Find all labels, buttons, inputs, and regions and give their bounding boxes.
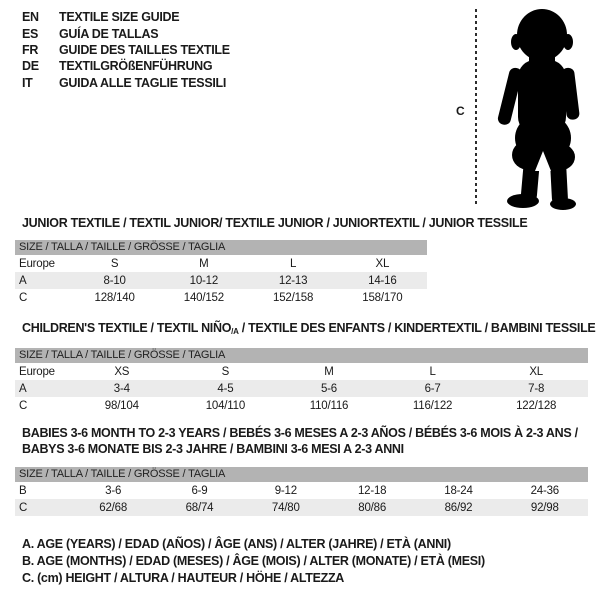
cell: 3-4 [113, 382, 130, 395]
cell: XL [375, 257, 390, 270]
cell: 104/110 [205, 399, 246, 412]
height-dashed-line [475, 9, 477, 206]
title-line: BABYS 3-6 MONATE BIS 2-3 JAHRE / BAMBINI 3-6 MESI A 2-3 ANNI [22, 442, 404, 456]
table-row [15, 499, 588, 516]
cell: 116/122 [412, 399, 453, 412]
cell: 7-8 [528, 382, 545, 395]
language-code: DE [22, 59, 39, 74]
cell: XL [529, 365, 543, 378]
cell: 6-7 [424, 382, 441, 395]
cell: 140/152 [183, 291, 224, 304]
language-code: IT [22, 75, 33, 90]
cell: 3-6 [105, 484, 122, 497]
size-header-bar: SIZE / TALLA / TAILLE / GRÖSSE / TAGLIA [15, 348, 588, 363]
row-label: C [19, 291, 28, 304]
language-code: ES [22, 26, 39, 41]
language-row [22, 9, 230, 25]
table-row [15, 255, 427, 272]
row-label: A [19, 274, 27, 287]
row-label: C [19, 399, 28, 412]
cell: 68/74 [185, 501, 214, 514]
table-row [15, 380, 588, 397]
table-row [15, 289, 427, 306]
row-label: C [19, 501, 28, 514]
cell: 122/128 [516, 399, 557, 412]
cell: 98/104 [104, 399, 139, 412]
cell: 4-5 [217, 382, 234, 395]
language-row [22, 42, 230, 58]
cell: 80/86 [358, 501, 387, 514]
babies-size-table [15, 467, 588, 516]
language-header [22, 9, 230, 91]
language-code: EN [22, 10, 39, 25]
height-measure-label: C [456, 104, 465, 118]
title-text: / TEXTILE DES ENFANTS / KINDERTEXTIL / BAMBINI TESSILE [238, 321, 596, 335]
cell: 12-18 [357, 484, 387, 497]
footnote-c: C. (cm) HEIGHT / ALTURA / HAUTEUR / HÖHE / ALTEZZA [22, 571, 345, 585]
cell: 12-13 [278, 274, 308, 287]
cell: 18-24 [444, 484, 473, 497]
language-title: TEXTILE SIZE GUIDE [59, 10, 180, 25]
title-subscript: /A [231, 327, 239, 336]
table-row [15, 363, 588, 380]
footnote-a: A. AGE (YEARS) / EDAD (AÑOS) / ÂGE (ANS) / ALTER (JAHRE) / ETÀ (ANNI) [22, 537, 451, 551]
cell: L [290, 257, 297, 270]
cell: 110/116 [309, 399, 349, 412]
title-text: CHILDREN'S TEXTILE / TEXTIL NIÑO [22, 321, 232, 335]
table-row [15, 397, 588, 414]
babies-table-title [22, 425, 578, 457]
table-row [15, 482, 588, 499]
cell: L [429, 365, 436, 378]
row-label: A [19, 382, 27, 395]
height-figure [450, 0, 600, 215]
cell: 128/140 [94, 291, 135, 304]
row-label: Europe [19, 257, 55, 270]
cell: M [324, 365, 334, 378]
cell: XS [114, 365, 130, 378]
size-header-bar: SIZE / TALLA / TAILLE / GRÖSSE / TAGLIA [15, 240, 427, 255]
language-title: GUIDA ALLE TAGLIE TESSILI [59, 75, 227, 90]
language-title: GUIDE DES TAILLES TEXTILE [59, 42, 230, 57]
table-row [15, 272, 427, 289]
title-line: BABIES 3-6 MONTH TO 2-3 YEARS / BEBÉS 3-6 MESES A 2-3 AÑOS / BÉBÉS 3-6 MOIS À 2-3 ANS / [22, 426, 578, 440]
language-row [22, 25, 230, 41]
cell: 8-10 [103, 274, 126, 287]
size-header-bar: SIZE / TALLA / TAILLE / GRÖSSE / TAGLIA [15, 467, 588, 482]
cell: 62/68 [99, 501, 128, 514]
language-row [22, 75, 230, 91]
cell: 92/98 [530, 501, 559, 514]
cell: 74/80 [271, 501, 300, 514]
language-code: FR [22, 42, 39, 57]
cell: S [221, 365, 230, 378]
language-title: GUÍA DE TALLAS [59, 26, 159, 41]
row-label: B [19, 484, 27, 497]
footnotes [22, 536, 485, 587]
language-row [22, 58, 230, 74]
children-size-table [15, 348, 588, 414]
cell: 14-16 [368, 274, 397, 287]
cell: M [199, 257, 209, 270]
row-label: Europe [19, 365, 55, 378]
cell: 9-12 [274, 484, 297, 497]
cell: S [110, 257, 119, 270]
children-table-title [22, 320, 595, 340]
cell: 24-36 [530, 484, 560, 497]
cell: 86/92 [444, 501, 473, 514]
junior-size-table [15, 240, 427, 306]
cell: 5-6 [320, 382, 337, 395]
cell: 6-9 [191, 484, 208, 497]
language-title: TEXTILGRÖßENFÜHRUNG [59, 59, 213, 74]
footnote-b: B. AGE (MONTHS) / EDAD (MESES) / ÂGE (MOIS) / ALTER (MONATE) / ETÀ (MESI) [22, 554, 485, 568]
cell: 152/158 [273, 291, 314, 304]
cell: 10-12 [189, 274, 219, 287]
toddler-silhouette-icon [486, 8, 594, 210]
cell: 158/170 [362, 291, 403, 304]
junior-table-title: JUNIOR TEXTILE / TEXTIL JUNIOR/ TEXTILE JUNIOR / JUNIORTEXTIL / JUNIOR TESSILE [22, 216, 528, 230]
